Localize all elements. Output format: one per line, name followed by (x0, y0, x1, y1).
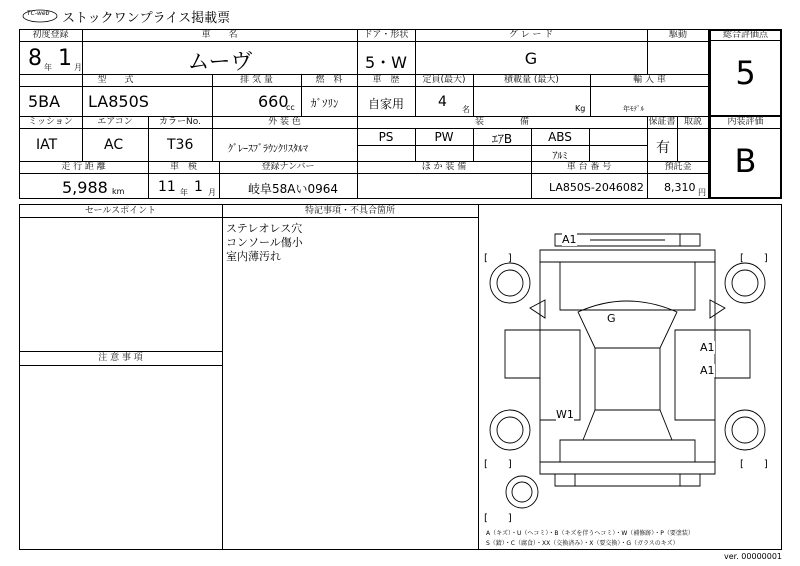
inspection-year: 11 (158, 179, 176, 195)
history-label: 車 歴 (372, 75, 400, 85)
model: LA850S (88, 92, 149, 111)
bracket-rear-right: [ ] (740, 459, 768, 470)
displacement: 660 (258, 92, 289, 111)
capacity-unit: 名 (462, 105, 470, 114)
legend-line-2: S（錆）・C（腐食）・XX（交換済み）・X（要交換）・G（ガラスのキズ） (486, 540, 679, 547)
load-label: 積載量 (最大) (504, 75, 559, 85)
plate-label: 登録ナンバー (261, 162, 315, 172)
interior-eval-score: B (734, 142, 757, 180)
inspection-year-unit: 年 (180, 188, 188, 197)
legend-line-1: A（キズ）・U（ヘコミ）・B（キズを伴うヘコミ）・W（補修跡）・P（要塗装） (486, 530, 694, 537)
note-item: ステレオレス穴 (226, 222, 303, 235)
bracket-front-left: [ ] (484, 253, 512, 264)
first-reg-label: 初度登録 (32, 30, 69, 40)
grade: G (524, 49, 538, 68)
first-reg-year-unit: 年 (44, 63, 52, 72)
damage-mark: W1 (556, 408, 574, 421)
caution-label: 注 意 事 項 (98, 353, 143, 363)
vin-label: 車 台 番 号 (566, 162, 612, 172)
car-name-label: 車 名 (201, 30, 238, 40)
capacity: 4 (438, 94, 447, 110)
first-reg-year: 8 (28, 46, 42, 71)
car-name: ムーヴ (187, 50, 253, 75)
door-shape: 5・W (364, 53, 407, 72)
first-reg-month: 1 (58, 46, 72, 71)
bracket-rear-left: [ ] (484, 459, 512, 470)
damage-mark: A1 (700, 341, 715, 354)
fuel: ｶﾞｿﾘﾝ (311, 97, 339, 110)
equip-alloy: ｱﾙﾐ (552, 151, 568, 162)
first-reg-month-unit: 月 (74, 63, 82, 72)
interior-eval-label: 内装評価 (727, 117, 764, 127)
mileage-unit: km (112, 187, 125, 196)
color-no: T36 (167, 137, 194, 153)
recycle-unit: 円 (698, 188, 706, 197)
fuel-label: 燃 料 (315, 75, 343, 85)
drive-label: 駆動 (668, 30, 687, 40)
exterior-color: ｸﾞﾚｰｽﾌﾞﾗｳﾝｸﾘｽﾀﾙﾏ (228, 144, 308, 155)
recycle-deposit: 8,310 (664, 181, 696, 194)
bracket-front-right: [ ] (740, 253, 768, 264)
recycle-label: 預託金 (664, 162, 692, 172)
equip-abs: ABS (548, 130, 572, 144)
displacement-unit: cc (286, 103, 295, 112)
load-unit: Kg (575, 104, 586, 113)
color-no-label: カラーNo. (159, 117, 201, 127)
grade-label: グ レ ー ド (508, 30, 554, 40)
mission-label: ミッション (28, 117, 73, 127)
import-model: 年ﾓﾃﾞﾙ (623, 105, 644, 113)
damage-mark: G (607, 312, 616, 325)
equip-ps: PS (378, 130, 394, 144)
note-item: 室内薄汚れ (226, 250, 281, 263)
sales-point-label: セールスポイント (84, 206, 157, 216)
version-label: ver. 00000001 (724, 552, 783, 561)
vin-number: LA850S-2046082 (549, 181, 644, 194)
logo-text: TC-web (27, 10, 50, 17)
notes-label: 特記事項・不具合箇所 (304, 206, 395, 216)
plate-number: 岐阜58Aい0964 (248, 182, 339, 196)
model-prefix: 5BA (28, 92, 61, 111)
page-title: ストックワンプライス掲載票 (62, 11, 231, 26)
exterior-label: 外 装 色 (268, 117, 301, 127)
warranty-label: 保証書 (648, 117, 676, 127)
mileage-label: 走 行 距 離 (61, 162, 106, 172)
bracket-spare: [ ] (484, 513, 512, 524)
history: 自家用 (367, 97, 404, 111)
displacement-label: 排 気 量 (240, 75, 273, 85)
inspection-label: 車 検 (169, 162, 197, 172)
damage-mark: A1 (700, 364, 715, 377)
damage-mark: A1 (562, 233, 577, 246)
equip-pw: PW (434, 130, 454, 144)
inspection-month-unit: 月 (208, 188, 216, 197)
logo (22, 8, 58, 22)
aircon: AC (104, 137, 124, 153)
equip-airbag: ｴｱB (491, 132, 513, 146)
warranty: 有 (656, 140, 670, 156)
manual-label: 取説 (683, 117, 702, 127)
import-label: 輸 入 車 (633, 75, 666, 85)
car-damage-diagram (478, 204, 782, 550)
other-equip-label: ほ か 装 備 (421, 162, 467, 172)
inspection-month: 1 (194, 179, 203, 195)
aircon-label: エアコン (97, 117, 133, 127)
total-eval-score: 5 (735, 54, 756, 92)
note-item: コンソール傷小 (226, 236, 303, 249)
equipment-label: 装 備 (474, 117, 529, 127)
mileage: 5,988 (62, 178, 108, 197)
model-label: 型 式 (97, 75, 134, 85)
total-eval-label: 総合評価点 (722, 30, 768, 40)
mission: IAT (36, 137, 58, 153)
capacity-label: 定員(最大) (422, 75, 466, 85)
door-label: ドア・形状 (363, 30, 409, 40)
